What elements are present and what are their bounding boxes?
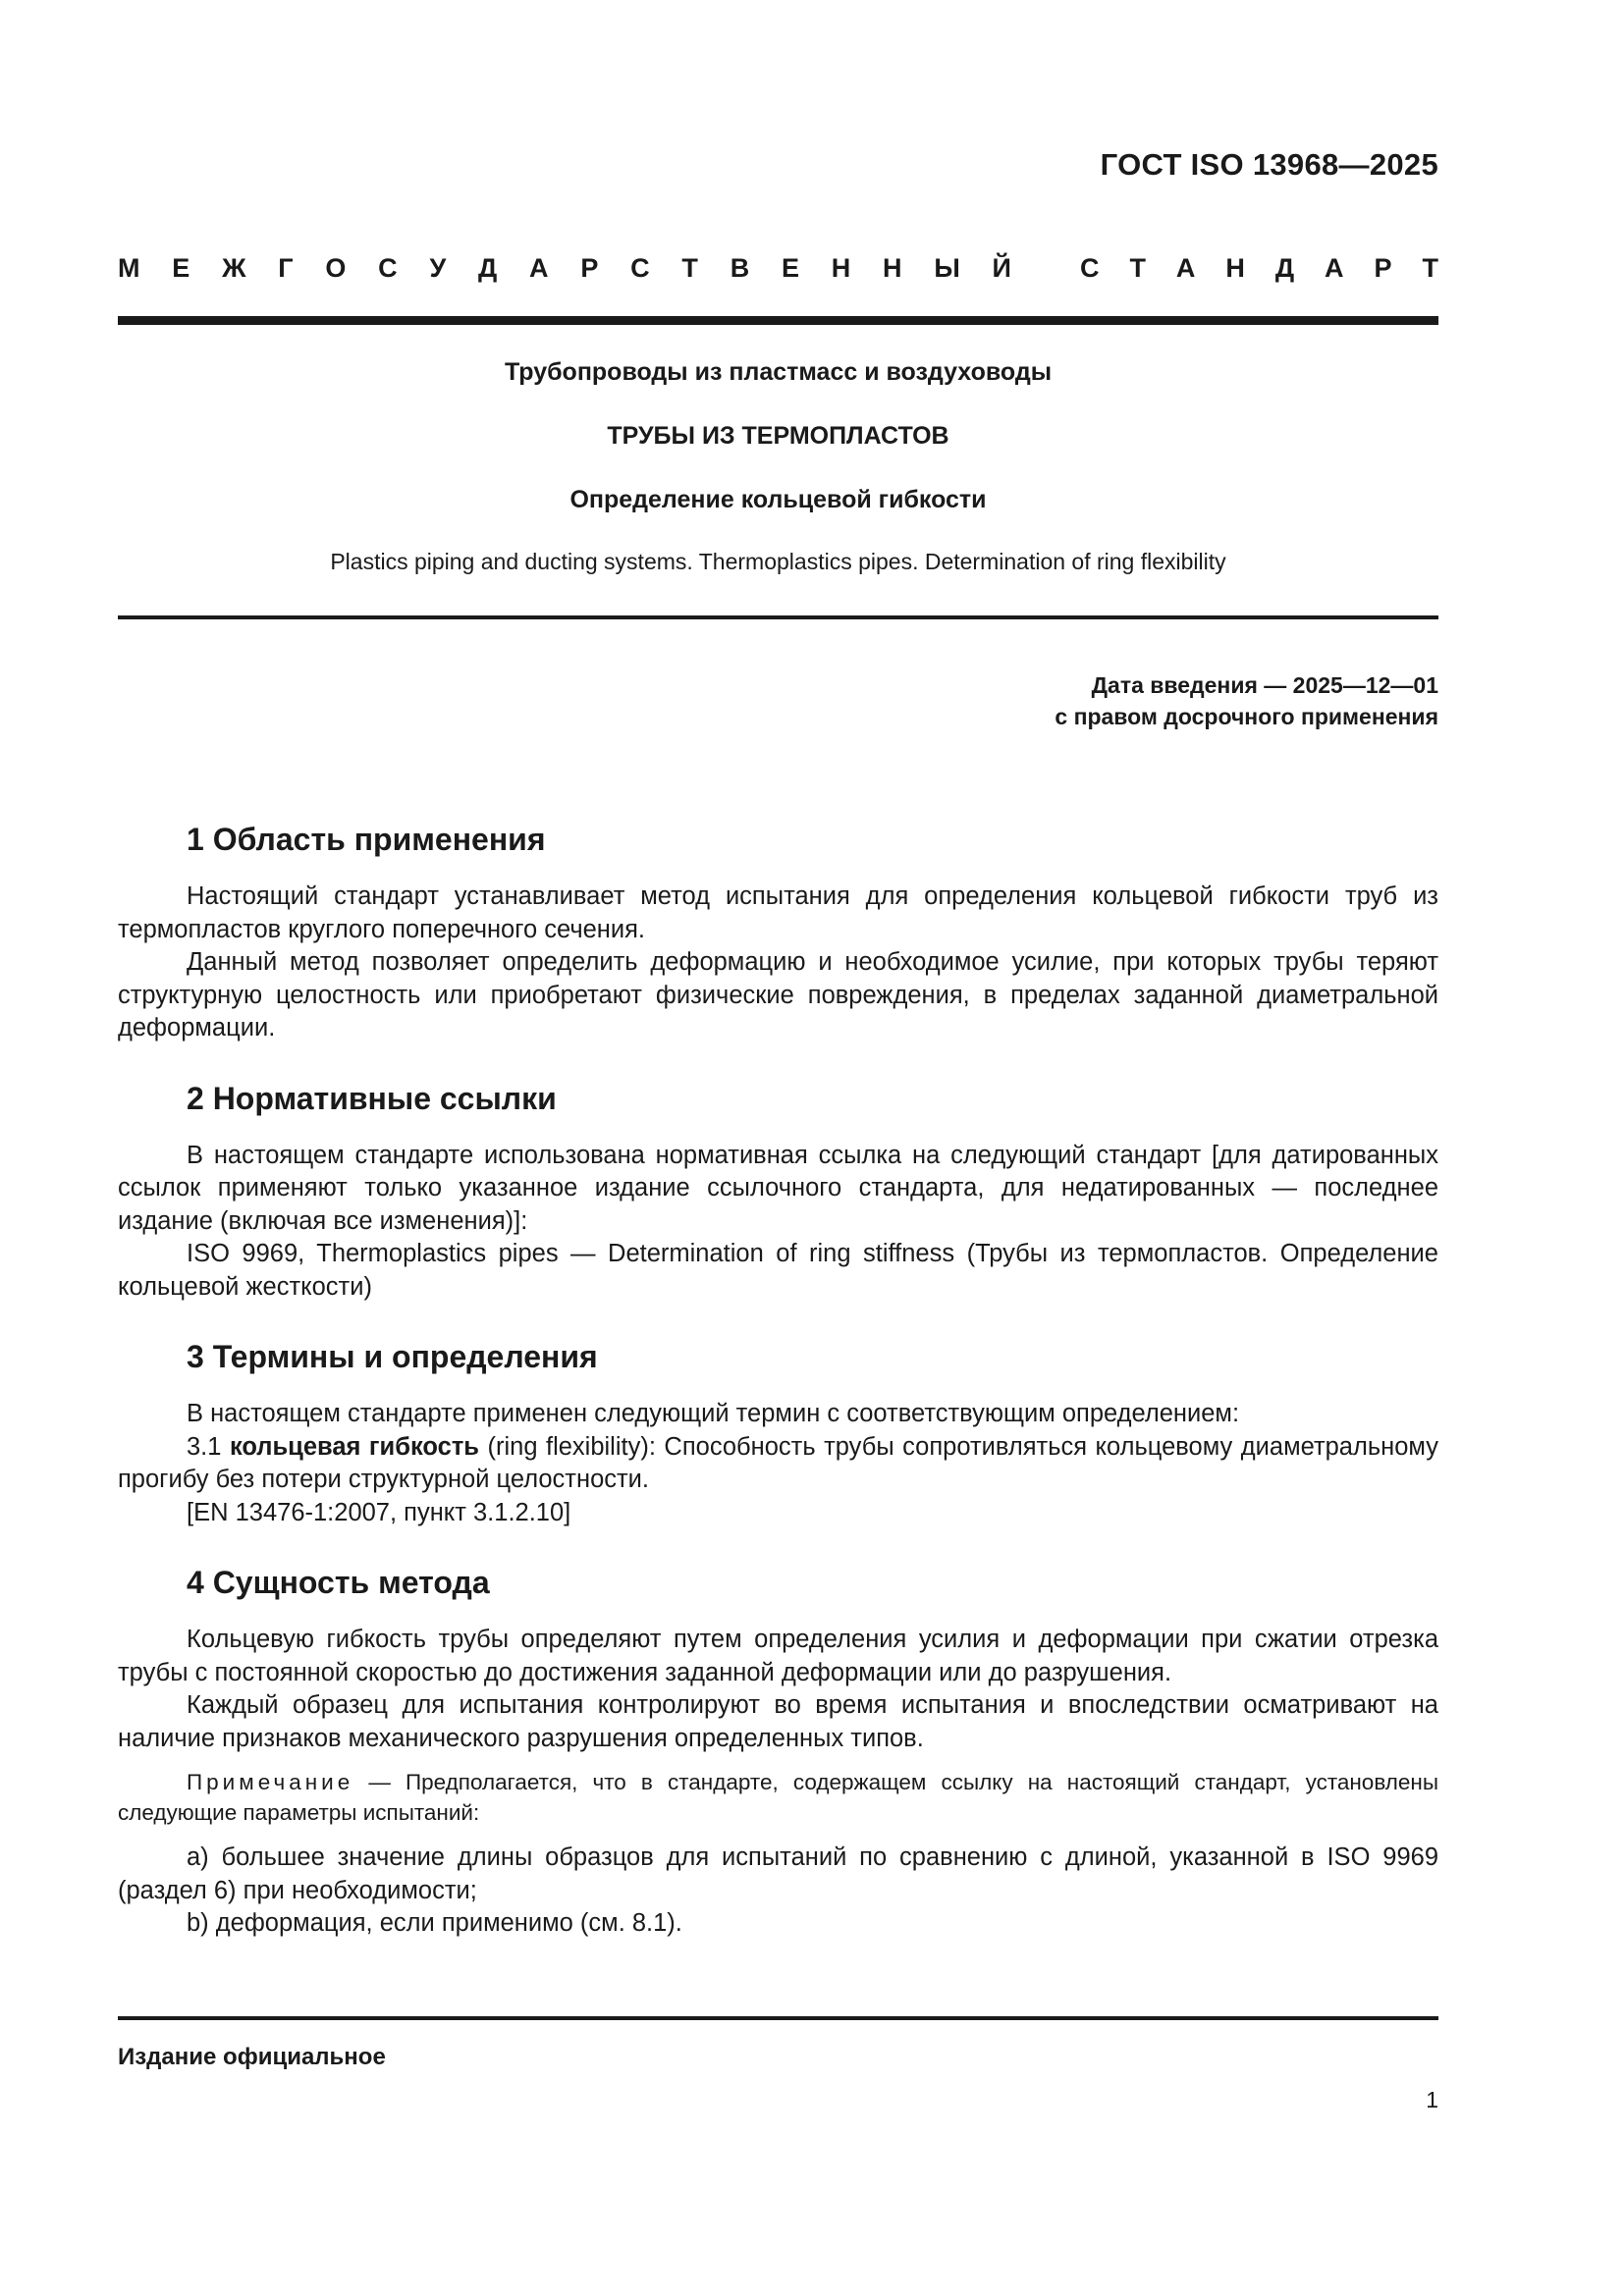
introduction-date-block (1055, 669, 1438, 732)
term-definition (118, 1431, 1438, 1497)
section-2-reference: ISO 9969, Thermoplastics pipes — Determination of ring stiffness (Трубы из термопластов. Определение кольцевой жесткости) (118, 1240, 1438, 1301)
standard-type-banner (118, 253, 1438, 284)
section-4-heading: 4 Сущность метода (187, 1565, 490, 1600)
section-3-paragraph-1: В настоящем стандарте применен следующий термин с соответствующим определением: (187, 1400, 1240, 1427)
note-label: Примечание (187, 1770, 354, 1794)
term-text: (ring flexibility): Способность трубы сопротивляться кольцевому диаметральному прогибу без потери структурной целостности. (118, 1432, 1438, 1493)
section-4-paragraph-2: Каждый образец для испытания контролируют во время испытания и впоследствии осматривают на наличие признаков механического разрушения определенных типов. (118, 1691, 1438, 1752)
term-number: 3.1 (187, 1432, 230, 1461)
list-item-b: b) деформация, если применимо (см. 8.1). (187, 1909, 682, 1937)
standard-type-right: С Т А Н Д А Р Т (1080, 253, 1438, 283)
section-2-heading: 2 Нормативные ссылки (187, 1080, 557, 1116)
section-1-paragraph-1: Настоящий стандарт устанавливает метод испытания для определения кольцевой гибкости труб из термопластов круглого поперечного сечения. (118, 882, 1438, 943)
section-3-heading: 3 Термины и определения (187, 1339, 598, 1374)
document-number: ГОСТ ISO 13968—2025 (1100, 147, 1438, 182)
document-body (118, 820, 1438, 1941)
section-1-heading: 1 Область применения (187, 822, 546, 857)
note (118, 1767, 1438, 1828)
early-application-note: с правом досрочного применения (1055, 704, 1438, 729)
title-line-3: Определение кольцевой гибкости (569, 486, 987, 513)
section-1-paragraph-2: Данный метод позволяет определить деформацию и необходимое усилие, при которых трубы теряют структурную целостность или приобретают физические повреждения, в пределах заданной диаметральной деформации. (118, 948, 1438, 1041)
header-thick-rule (118, 316, 1438, 325)
note-text: — Предполагается, что в стандарте, содержащем ссылку на настоящий стандарт, установлены следующие параметры испытаний: (118, 1770, 1438, 1825)
list-item-a: a) большее значение длины образцов для испытаний по сравнению с длиной, указанной в ISO 9969 (раздел 6) при необходимости; (118, 1843, 1438, 1904)
footer-rule (118, 2016, 1438, 2020)
edition-label: Издание официальное (118, 2044, 386, 2070)
page-number: 1 (1426, 2087, 1438, 2112)
document-page (118, 0, 1438, 2296)
title-rule (118, 615, 1438, 619)
section-2-paragraph-1: В настоящем стандарте использована нормативная ссылка на следующий стандарт [для датированных ссылок применяют только указанное издание ссылочного стандарта, для недатированных — последнее издание (включая все изменения)]: (118, 1141, 1438, 1235)
section-4-paragraph-1: Кольцевую гибкость трубы определяют путем определения усилия и деформации при сжатии отрезка трубы с постоянной скоростью до достижения заданной деформации или до разрушения. (118, 1626, 1438, 1686)
title-line-2: ТРУБЫ ИЗ ТЕРМОПЛАСТОВ (607, 422, 949, 450)
title-english: Plastics piping and ducting systems. Thermoplastics pipes. Determination of ring flexibility (330, 549, 1226, 574)
title-line-1: Трубопроводы из пластмасс и воздуховоды (504, 358, 1053, 386)
introduction-date: Дата введения — 2025—12—01 (1091, 672, 1438, 698)
term-source: [EN 13476-1:2007, пункт 3.1.2.10] (187, 1498, 571, 1526)
term-name: кольцевая гибкость (229, 1432, 479, 1461)
standard-type-left: М Е Ж Г О С У Д А Р С Т В Е Н Н Ы Й (118, 253, 1011, 283)
